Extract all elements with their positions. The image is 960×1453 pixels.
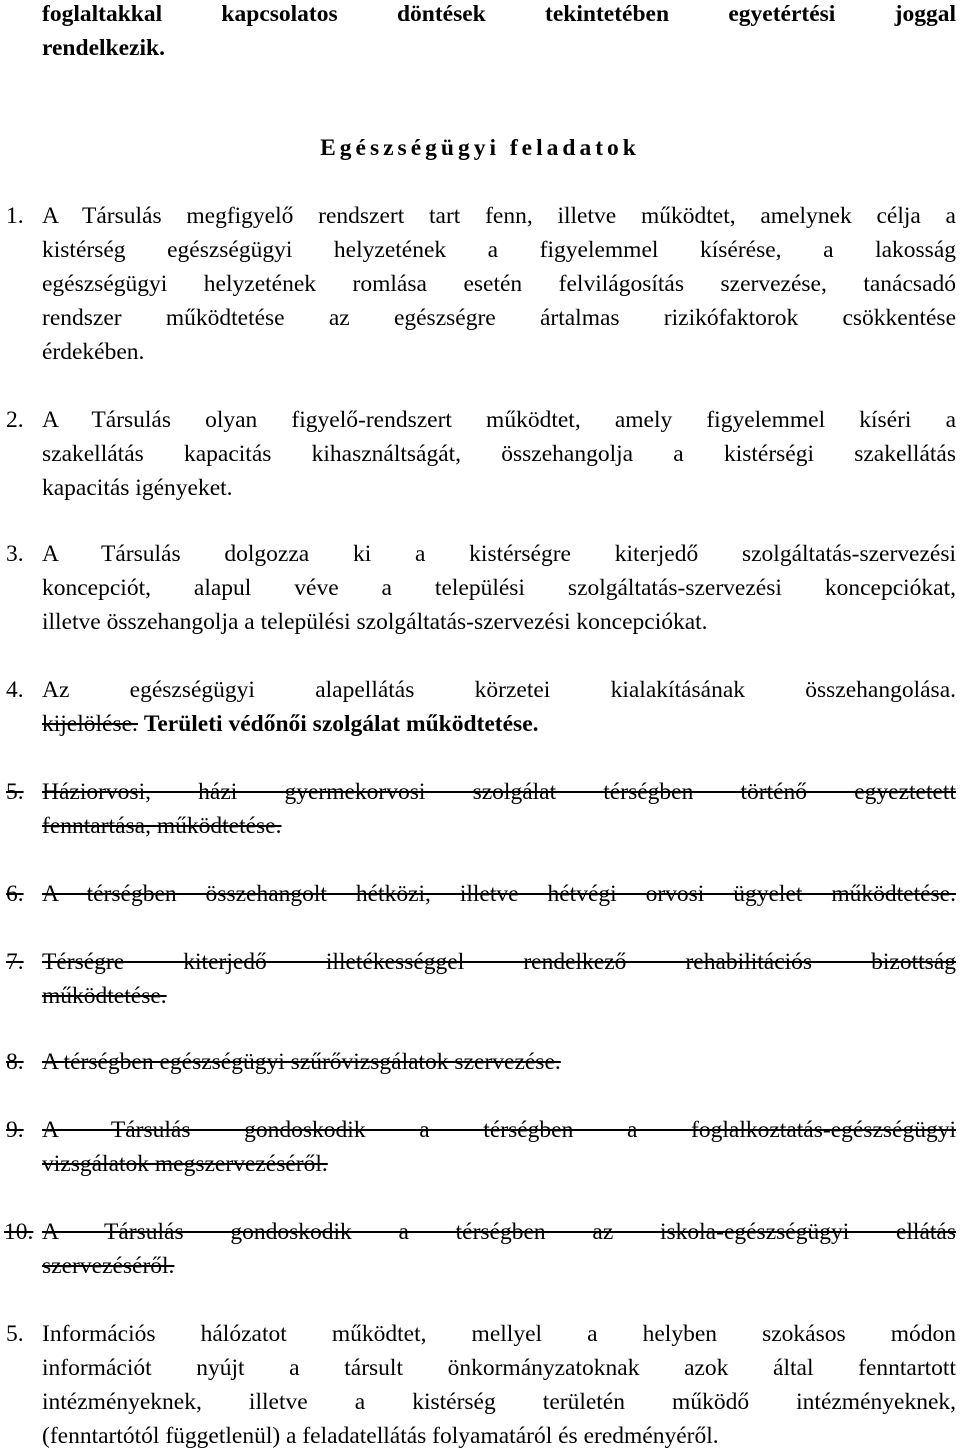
item-text-line: A térségben összehangolt hétközi, illetve hétvégi orvosi ügyelet működtetése. bbox=[42, 881, 956, 907]
item-text-line: Háziorvosi, házi gyermekorvosi szolgálat térségben történő egyeztetett bbox=[42, 779, 956, 805]
item-text-line-mixed bbox=[42, 707, 956, 741]
item-text-line: fenntartása, működtetése. bbox=[42, 813, 282, 839]
item-text-line: A Társulás gondoskodik a térségben a foglalkoztatás-egészségügyi bbox=[42, 1117, 956, 1143]
item-text-line: A Társulás olyan figyelő-rendszert működtet, amely figyelemmel kíséri a bbox=[42, 407, 956, 433]
section-heading: Egészségügyi feladatok bbox=[320, 135, 640, 161]
item-text-line: A térségben egészségügyi szűrővizsgálatok szervezése. bbox=[42, 1049, 561, 1075]
item-text-line: Térségre kiterjedő illetékességgel rendelkező rehabilitációs bizottság bbox=[42, 949, 956, 975]
item-text-line: szervezéséről. bbox=[42, 1253, 175, 1279]
item-number: 8. bbox=[6, 1049, 24, 1075]
item-number: 7. bbox=[6, 949, 24, 975]
item-number: 10. bbox=[4, 1219, 34, 1245]
item-text-line: érdekében. bbox=[42, 339, 145, 365]
item-number: 3. bbox=[6, 541, 24, 567]
item-text-line: intézményeknek, illetve a kistérség területén működő intézményeknek, bbox=[42, 1389, 956, 1415]
item-number: 9. bbox=[6, 1117, 24, 1143]
item-text-line: kistérség egészségügyi helyzetének a figyelemmel kísérése, a lakosság bbox=[42, 237, 956, 263]
item-text-line: koncepciót, alapul véve a települési szolgáltatás-szervezési koncepciókat, bbox=[42, 575, 956, 601]
item-number: 5. bbox=[6, 779, 24, 805]
item-text-line: Az egészségügyi alapellátás körzetei kialakításának összehangolása. bbox=[42, 677, 956, 703]
item-text-line: egészségügyi helyzetének romlása esetén felvilágosítás szervezése, tanácsadó bbox=[42, 271, 956, 297]
item-text-line: információt nyújt a társult önkormányzatoknak azok által fenntartott bbox=[42, 1355, 956, 1381]
item-number: 5. bbox=[6, 1321, 24, 1347]
item-text-line: Információs hálózatot működtet, mellyel a helyben szokásos módon bbox=[42, 1321, 956, 1347]
item-text-line: szakellátás kapacitás kihasználtságát, összehangolja a kistérségi szakellátás bbox=[42, 441, 956, 467]
item-text-line: működtetése. bbox=[42, 983, 167, 1009]
item-text-line: (fenntartótól függetlenül) a feladatellátás folyamatáról és eredményéről. bbox=[42, 1423, 719, 1449]
item-text-line: A Társulás megfigyelő rendszert tart fenn, illetve működtet, amelynek célja a bbox=[42, 203, 956, 229]
item-text-line: illetve összehangolja a települési szolgáltatás-szervezési koncepciókat. bbox=[42, 609, 708, 635]
item-number: 4. bbox=[6, 677, 24, 703]
inserted-bold-text: Területi védőnői szolgálat működtetése. bbox=[143, 711, 539, 737]
item-text-line: kapacitás igényeket. bbox=[42, 475, 233, 501]
item-number: 6. bbox=[6, 881, 24, 907]
item-text-line: rendszer működtetése az egészségre ártalmas rizikófaktorok csökkentése bbox=[42, 305, 956, 331]
intro-line-2: rendelkezik. bbox=[42, 35, 165, 61]
struck-text: kijelölése. bbox=[42, 711, 138, 737]
item-number: 1. bbox=[6, 203, 24, 229]
intro-line-1: foglaltakkal kapcsolatos döntések tekintetében egyetértési joggal bbox=[42, 1, 956, 27]
item-text-line: A Társulás dolgozza ki a kistérségre kiterjedő szolgáltatás-szervezési bbox=[42, 541, 956, 567]
item-text-line: vizsgálatok megszervezéséről. bbox=[42, 1151, 328, 1177]
item-text-line: A Társulás gondoskodik a térségben az iskola-egészségügyi ellátás bbox=[42, 1219, 956, 1245]
item-number: 2. bbox=[6, 407, 24, 433]
